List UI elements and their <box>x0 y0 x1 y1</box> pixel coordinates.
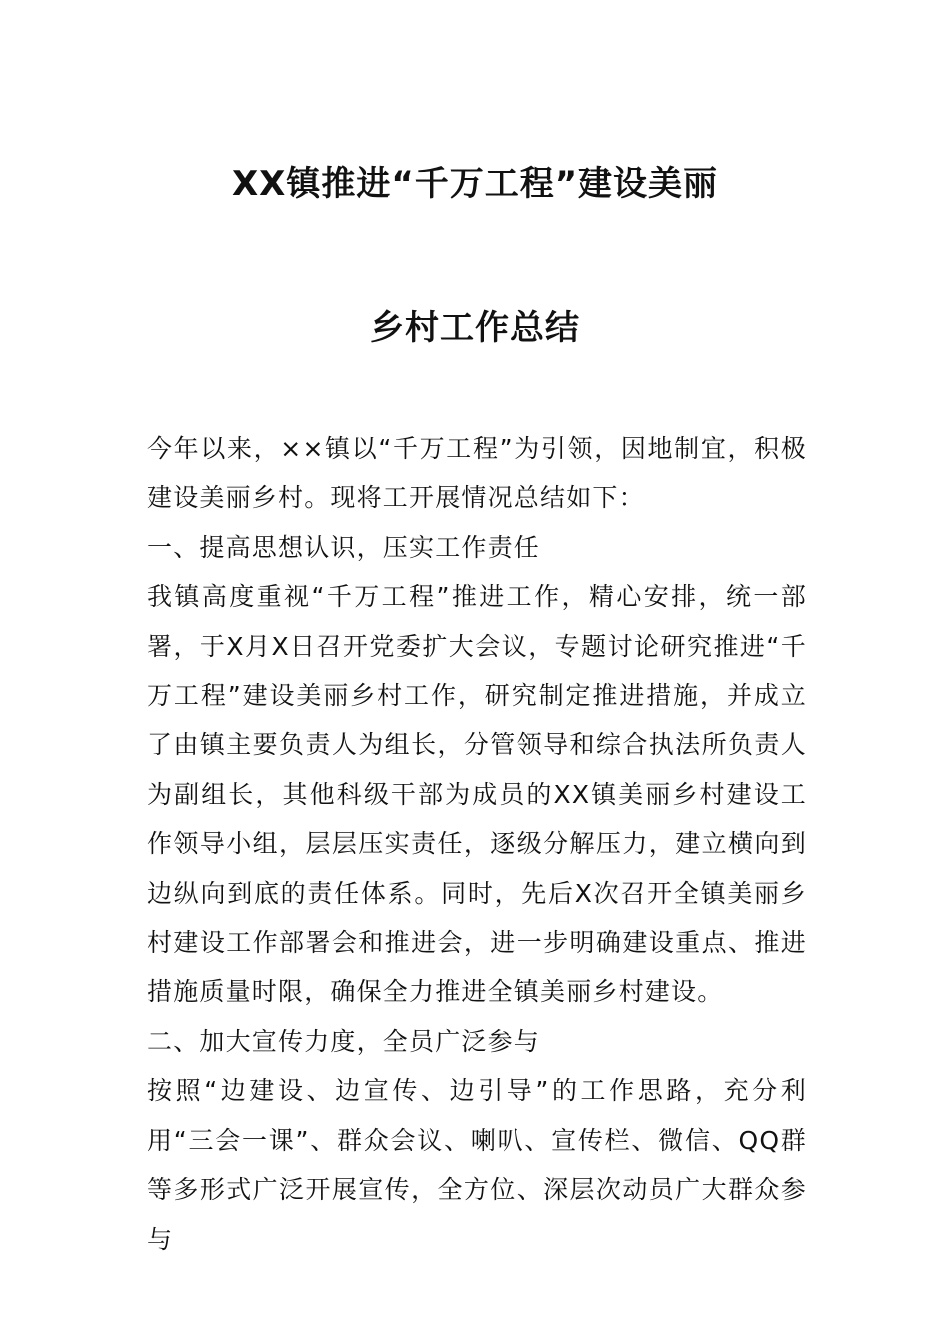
section-1-paragraph: 我镇高度重视“千万工程”推进工作，精心安排，统一部署，于X月X日召开党委扩大会议，专题讨论研究推进“千万工程”建设美丽乡村工作，研究制定推进措施，并成立了由镇主要负责人为组长，分管领导和综合执法所负责人为副组长，其他科级干部为成员的XX镇美丽乡村建设工作领导小组，层层压实责任，逐级分解压力，建立横向到边纵向到底的责任体系。同时，先后X次召开全镇美丽乡村建设工作部署会和推进会，进一步明确建设重点、推进措施质量时限，确保全力推进全镇美丽乡村建设。 <box>147 582 807 1007</box>
document-title-line-2: 乡村工作总结 <box>370 308 580 348</box>
document-body <box>147 424 807 1264</box>
intro-paragraph: 今年以来，××镇以“千万工程”为引领，因地制宜，积极建设美丽乡村。现将工开展情况总结如下： <box>147 434 807 513</box>
section-2-paragraph: 按照“边建设、边宣传、边引导”的工作思路，充分利用“三会一课”、群众会议、喇叭、宣传栏、微信、QQ群等多形式广泛开展宣传，全方位、深层次动员广大群众参与 <box>147 1076 807 1254</box>
section-heading-2: 二、加大宣传力度，全员广泛参与 <box>147 1026 541 1056</box>
document-title-line-1: XX镇推进“千万工程”建设美丽 <box>231 164 719 204</box>
section-heading-1: 一、提高思想认识，压实工作责任 <box>147 532 541 562</box>
